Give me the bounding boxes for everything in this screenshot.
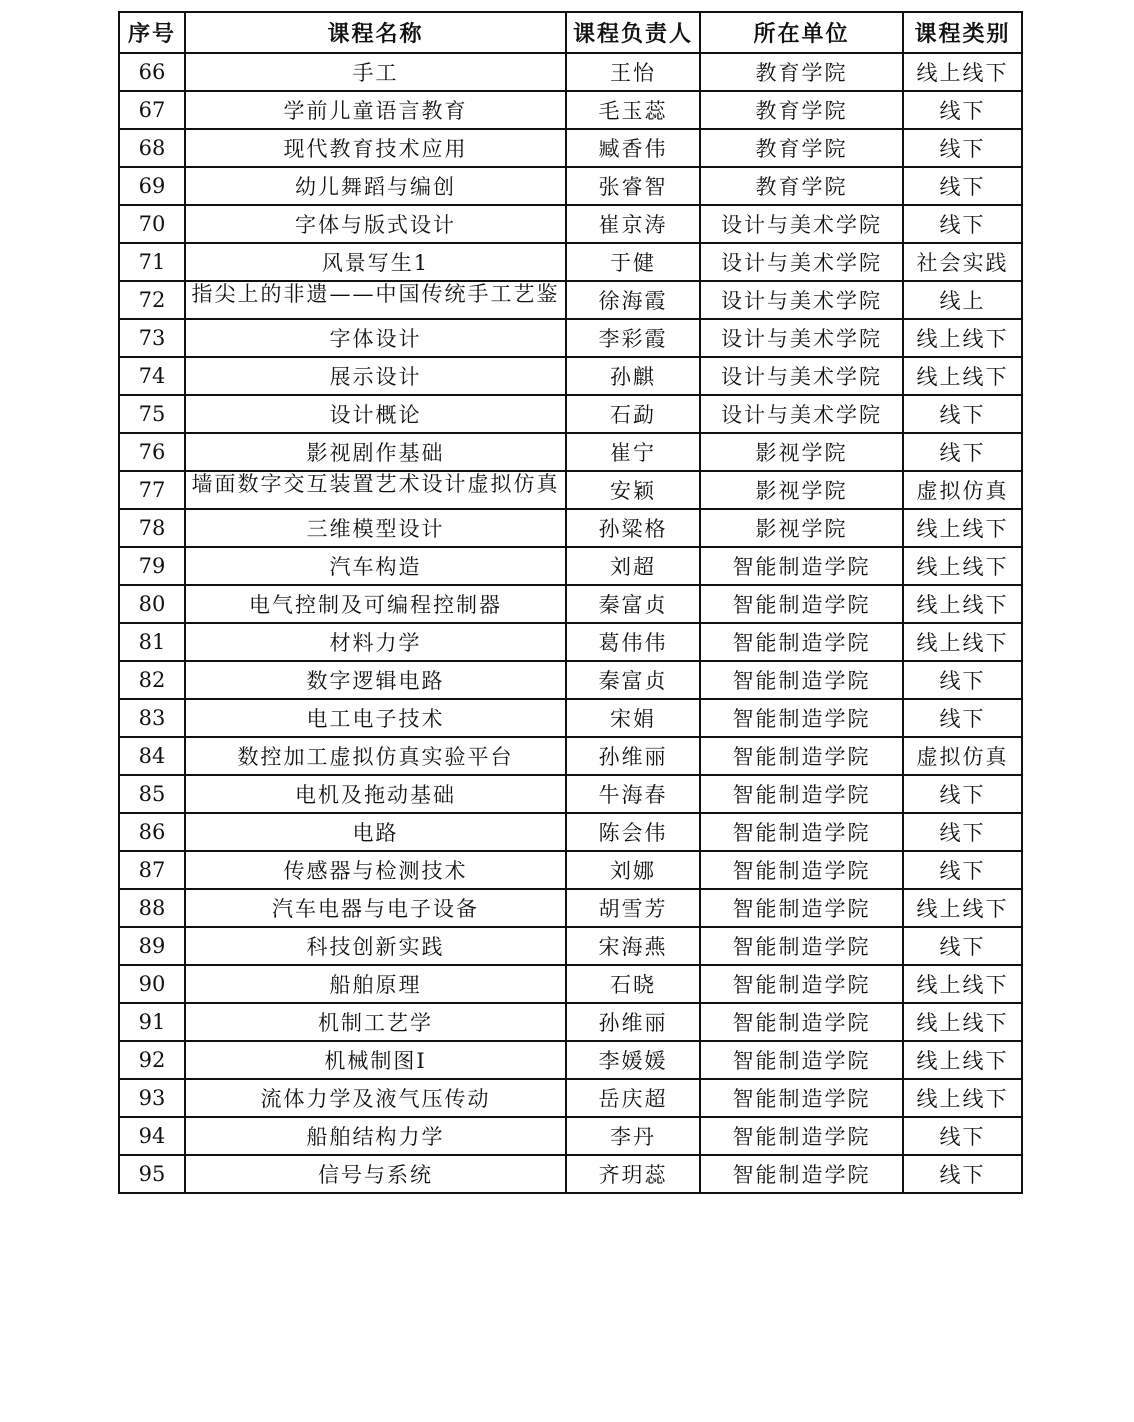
cell-serial-number: 72 bbox=[119, 281, 185, 319]
cell-course-type: 线下 bbox=[903, 661, 1022, 699]
cell-course-leader: 胡雪芳 bbox=[566, 889, 700, 927]
header-course-name: 课程名称 bbox=[185, 12, 566, 53]
cell-course-leader: 葛伟伟 bbox=[566, 623, 700, 661]
cell-course-type: 线下 bbox=[903, 851, 1022, 889]
table-row bbox=[119, 1079, 1022, 1117]
cell-serial-number: 66 bbox=[119, 53, 185, 91]
table-row bbox=[119, 851, 1022, 889]
table-row bbox=[119, 205, 1022, 243]
cell-course-leader: 徐海霞 bbox=[566, 281, 700, 319]
cell-department: 设计与美术学院 bbox=[700, 205, 903, 243]
cell-serial-number: 93 bbox=[119, 1079, 185, 1117]
cell-course-type: 线下 bbox=[903, 91, 1022, 129]
cell-serial-number: 76 bbox=[119, 433, 185, 471]
table-row bbox=[119, 243, 1022, 281]
cell-course-name bbox=[185, 281, 566, 319]
cell-serial-number: 81 bbox=[119, 623, 185, 661]
cell-department: 智能制造学院 bbox=[700, 1155, 903, 1193]
cell-course-name: 三维模型设计 bbox=[185, 509, 566, 547]
cell-department: 智能制造学院 bbox=[700, 851, 903, 889]
cell-course-leader: 孙维丽 bbox=[566, 1003, 700, 1041]
table-row bbox=[119, 357, 1022, 395]
cell-course-type: 虚拟仿真 bbox=[903, 737, 1022, 775]
cell-course-name: 传感器与检测技术 bbox=[185, 851, 566, 889]
table-row bbox=[119, 319, 1022, 357]
cell-department: 智能制造学院 bbox=[700, 1003, 903, 1041]
table-row bbox=[119, 91, 1022, 129]
cell-department: 智能制造学院 bbox=[700, 813, 903, 851]
cell-serial-number: 69 bbox=[119, 167, 185, 205]
header-course-leader: 课程负责人 bbox=[566, 12, 700, 53]
cell-department: 教育学院 bbox=[700, 91, 903, 129]
cell-course-name: 数控加工虚拟仿真实验平台 bbox=[185, 737, 566, 775]
cell-course-name: 船舶结构力学 bbox=[185, 1117, 566, 1155]
cell-course-leader: 刘超 bbox=[566, 547, 700, 585]
cell-department: 智能制造学院 bbox=[700, 661, 903, 699]
cell-course-type: 线下 bbox=[903, 1117, 1022, 1155]
cell-course-leader: 崔京涛 bbox=[566, 205, 700, 243]
cell-serial-number: 78 bbox=[119, 509, 185, 547]
cell-course-leader: 齐玥蕊 bbox=[566, 1155, 700, 1193]
cell-course-type: 线下 bbox=[903, 395, 1022, 433]
cell-course-leader: 张睿智 bbox=[566, 167, 700, 205]
cell-course-leader: 宋海燕 bbox=[566, 927, 700, 965]
table-row bbox=[119, 129, 1022, 167]
cell-serial-number: 87 bbox=[119, 851, 185, 889]
cell-course-type: 线上线下 bbox=[903, 1079, 1022, 1117]
cell-course-type: 线下 bbox=[903, 167, 1022, 205]
cell-serial-number: 82 bbox=[119, 661, 185, 699]
table-row bbox=[119, 737, 1022, 775]
cell-course-name: 展示设计 bbox=[185, 357, 566, 395]
table-row bbox=[119, 927, 1022, 965]
cell-department: 设计与美术学院 bbox=[700, 319, 903, 357]
cell-course-leader: 石勐 bbox=[566, 395, 700, 433]
cell-department: 智能制造学院 bbox=[700, 547, 903, 585]
cell-department: 智能制造学院 bbox=[700, 1117, 903, 1155]
table-row bbox=[119, 775, 1022, 813]
cell-course-name: 汽车构造 bbox=[185, 547, 566, 585]
cell-course-type: 线上线下 bbox=[903, 547, 1022, 585]
cell-course-name: 流体力学及液气压传动 bbox=[185, 1079, 566, 1117]
header-department: 所在单位 bbox=[700, 12, 903, 53]
cell-serial-number: 67 bbox=[119, 91, 185, 129]
cell-department: 智能制造学院 bbox=[700, 1041, 903, 1079]
cell-course-leader: 刘娜 bbox=[566, 851, 700, 889]
cell-department: 教育学院 bbox=[700, 129, 903, 167]
cell-course-type: 线下 bbox=[903, 775, 1022, 813]
cell-course-leader: 孙麒 bbox=[566, 357, 700, 395]
cell-serial-number: 79 bbox=[119, 547, 185, 585]
cell-serial-number: 85 bbox=[119, 775, 185, 813]
cell-course-name: 影视剧作基础 bbox=[185, 433, 566, 471]
cell-department: 影视学院 bbox=[700, 433, 903, 471]
table-row bbox=[119, 889, 1022, 927]
cell-course-leader: 崔宁 bbox=[566, 433, 700, 471]
cell-serial-number: 92 bbox=[119, 1041, 185, 1079]
cell-course-leader: 李彩霞 bbox=[566, 319, 700, 357]
cell-serial-number: 73 bbox=[119, 319, 185, 357]
cell-course-leader: 于健 bbox=[566, 243, 700, 281]
cell-serial-number: 86 bbox=[119, 813, 185, 851]
cell-course-type: 线下 bbox=[903, 433, 1022, 471]
cell-department: 设计与美术学院 bbox=[700, 281, 903, 319]
table-row bbox=[119, 471, 1022, 509]
cell-course-leader: 李媛媛 bbox=[566, 1041, 700, 1079]
cell-course-type: 线上线下 bbox=[903, 889, 1022, 927]
cell-course-type: 线下 bbox=[903, 1155, 1022, 1193]
cell-course-type: 线下 bbox=[903, 205, 1022, 243]
cell-course-name: 电路 bbox=[185, 813, 566, 851]
cell-course-type: 线下 bbox=[903, 699, 1022, 737]
cell-course-name: 机制工艺学 bbox=[185, 1003, 566, 1041]
cell-course-name: 设计概论 bbox=[185, 395, 566, 433]
cell-serial-number: 95 bbox=[119, 1155, 185, 1193]
cell-course-type: 线下 bbox=[903, 129, 1022, 167]
table-row bbox=[119, 547, 1022, 585]
cell-course-name: 船舶原理 bbox=[185, 965, 566, 1003]
table-row bbox=[119, 1117, 1022, 1155]
cell-serial-number: 94 bbox=[119, 1117, 185, 1155]
cell-serial-number: 88 bbox=[119, 889, 185, 927]
cell-serial-number: 91 bbox=[119, 1003, 185, 1041]
cell-department: 设计与美术学院 bbox=[700, 395, 903, 433]
cell-department: 智能制造学院 bbox=[700, 927, 903, 965]
cell-department: 影视学院 bbox=[700, 471, 903, 509]
cell-course-type: 线上线下 bbox=[903, 585, 1022, 623]
cell-course-type: 线上线下 bbox=[903, 53, 1022, 91]
cell-course-name: 机械制图I bbox=[185, 1041, 566, 1079]
table-row bbox=[119, 53, 1022, 91]
table-row bbox=[119, 509, 1022, 547]
cell-course-type: 线上 bbox=[903, 281, 1022, 319]
cell-course-name: 字体设计 bbox=[185, 319, 566, 357]
cell-course-name: 字体与版式设计 bbox=[185, 205, 566, 243]
cell-course-name: 手工 bbox=[185, 53, 566, 91]
header-serial-number: 序号 bbox=[119, 12, 185, 53]
cell-serial-number: 77 bbox=[119, 471, 185, 509]
cell-course-type: 社会实践 bbox=[903, 243, 1022, 281]
cell-course-name: 电气控制及可编程控制器 bbox=[185, 585, 566, 623]
table-row bbox=[119, 1041, 1022, 1079]
cell-course-name: 汽车电器与电子设备 bbox=[185, 889, 566, 927]
table-row bbox=[119, 433, 1022, 471]
table-row bbox=[119, 965, 1022, 1003]
course-table-container bbox=[118, 11, 1023, 1194]
table-row bbox=[119, 281, 1022, 319]
cell-department: 智能制造学院 bbox=[700, 585, 903, 623]
cell-course-leader: 李丹 bbox=[566, 1117, 700, 1155]
cell-course-leader: 毛玉蕊 bbox=[566, 91, 700, 129]
table-row bbox=[119, 585, 1022, 623]
cell-course-name: 数字逻辑电路 bbox=[185, 661, 566, 699]
cell-course-leader: 臧香伟 bbox=[566, 129, 700, 167]
cell-course-type: 线上线下 bbox=[903, 1041, 1022, 1079]
table-row bbox=[119, 1155, 1022, 1193]
cell-department: 智能制造学院 bbox=[700, 1079, 903, 1117]
cell-course-name: 风景写生1 bbox=[185, 243, 566, 281]
cell-serial-number: 71 bbox=[119, 243, 185, 281]
cell-department: 智能制造学院 bbox=[700, 889, 903, 927]
cell-course-leader: 牛海春 bbox=[566, 775, 700, 813]
cell-serial-number: 84 bbox=[119, 737, 185, 775]
cell-course-type: 线下 bbox=[903, 927, 1022, 965]
cell-department: 智能制造学院 bbox=[700, 623, 903, 661]
cell-course-name: 现代教育技术应用 bbox=[185, 129, 566, 167]
table-header-row bbox=[119, 12, 1022, 53]
cell-serial-number: 83 bbox=[119, 699, 185, 737]
table-row bbox=[119, 813, 1022, 851]
table-body bbox=[119, 53, 1022, 1193]
cell-course-name bbox=[185, 471, 566, 509]
course-table bbox=[118, 11, 1023, 1194]
cell-course-leader: 孙维丽 bbox=[566, 737, 700, 775]
cell-course-leader: 秦富贞 bbox=[566, 661, 700, 699]
cell-department: 智能制造学院 bbox=[700, 737, 903, 775]
cell-serial-number: 68 bbox=[119, 129, 185, 167]
cell-department: 设计与美术学院 bbox=[700, 357, 903, 395]
table-row bbox=[119, 661, 1022, 699]
cell-course-type: 线上线下 bbox=[903, 509, 1022, 547]
table-row bbox=[119, 699, 1022, 737]
cell-course-name: 电机及拖动基础 bbox=[185, 775, 566, 813]
cell-course-type: 线上线下 bbox=[903, 357, 1022, 395]
header-course-type: 课程类别 bbox=[903, 12, 1022, 53]
cell-course-leader: 秦富贞 bbox=[566, 585, 700, 623]
cell-course-type: 线上线下 bbox=[903, 965, 1022, 1003]
cell-serial-number: 90 bbox=[119, 965, 185, 1003]
table-row bbox=[119, 1003, 1022, 1041]
cell-course-leader: 石晓 bbox=[566, 965, 700, 1003]
cell-course-type: 线上线下 bbox=[903, 623, 1022, 661]
cell-department: 教育学院 bbox=[700, 53, 903, 91]
cell-serial-number: 75 bbox=[119, 395, 185, 433]
cell-course-name: 幼儿舞蹈与编创 bbox=[185, 167, 566, 205]
course-name-text: 墙面数字交互装置艺术设计虚拟仿真 bbox=[191, 472, 560, 496]
cell-course-type: 线上线下 bbox=[903, 319, 1022, 357]
cell-department: 设计与美术学院 bbox=[700, 243, 903, 281]
cell-course-type: 虚拟仿真 bbox=[903, 471, 1022, 509]
cell-department: 教育学院 bbox=[700, 167, 903, 205]
cell-serial-number: 74 bbox=[119, 357, 185, 395]
cell-serial-number: 70 bbox=[119, 205, 185, 243]
cell-course-type: 线下 bbox=[903, 813, 1022, 851]
cell-course-name: 信号与系统 bbox=[185, 1155, 566, 1193]
cell-department: 影视学院 bbox=[700, 509, 903, 547]
table-row bbox=[119, 395, 1022, 433]
cell-course-name: 材料力学 bbox=[185, 623, 566, 661]
cell-serial-number: 89 bbox=[119, 927, 185, 965]
cell-course-type: 线上线下 bbox=[903, 1003, 1022, 1041]
cell-serial-number: 80 bbox=[119, 585, 185, 623]
cell-course-name: 学前儿童语言教育 bbox=[185, 91, 566, 129]
cell-department: 智能制造学院 bbox=[700, 965, 903, 1003]
table-row bbox=[119, 167, 1022, 205]
cell-course-name: 电工电子技术 bbox=[185, 699, 566, 737]
cell-department: 智能制造学院 bbox=[700, 699, 903, 737]
course-name-text: 指尖上的非遗——中国传统手工艺鉴 bbox=[191, 282, 560, 306]
cell-course-leader: 岳庆超 bbox=[566, 1079, 700, 1117]
cell-department: 智能制造学院 bbox=[700, 775, 903, 813]
cell-course-leader: 陈会伟 bbox=[566, 813, 700, 851]
cell-course-name: 科技创新实践 bbox=[185, 927, 566, 965]
cell-course-leader: 孙粱格 bbox=[566, 509, 700, 547]
cell-course-leader: 安颖 bbox=[566, 471, 700, 509]
cell-course-leader: 宋娟 bbox=[566, 699, 700, 737]
table-row bbox=[119, 623, 1022, 661]
cell-course-leader: 王怡 bbox=[566, 53, 700, 91]
